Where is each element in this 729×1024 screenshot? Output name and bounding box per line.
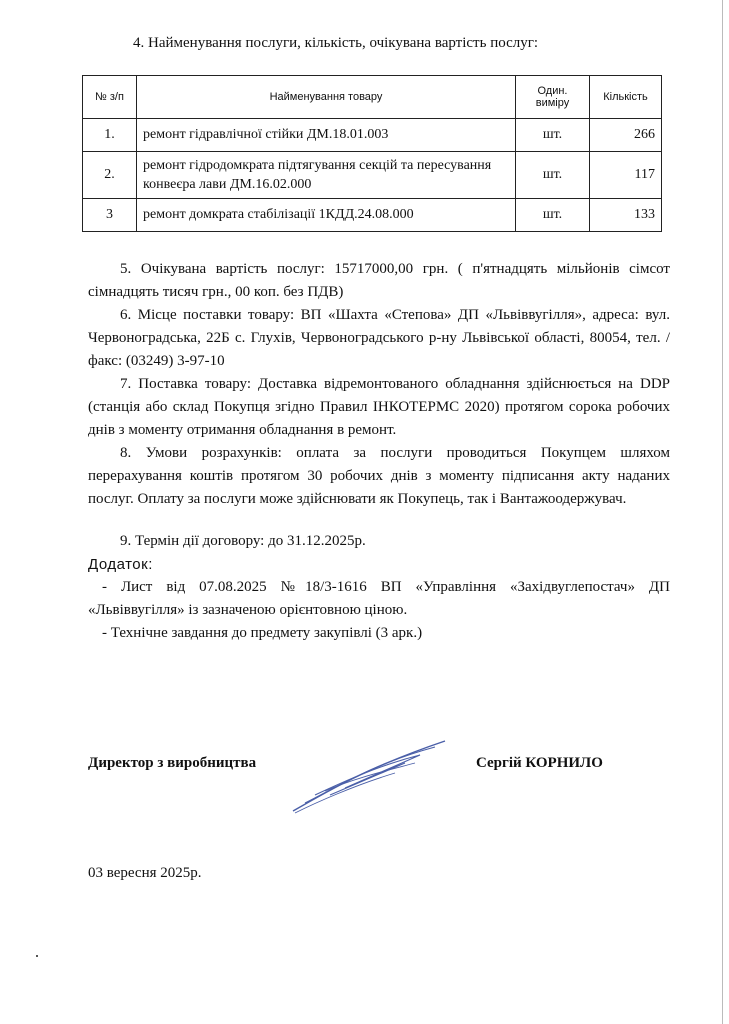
row-unit: шт. bbox=[516, 199, 590, 232]
section-7-delivery-terms bbox=[88, 373, 670, 442]
row-name: ремонт гідравлічної стійки ДМ.18.01.003 bbox=[137, 119, 516, 152]
row-number: 1. bbox=[83, 119, 137, 152]
section-7-text: 7. Поставка товару: Доставка відремонтованого обладнання здійснюється на DDP (станція або склад Покупця згідно Правил ІНКОТЕРМС 2020) протягом сорока робочих днів з моменту отримання обладнання в ремонт. bbox=[88, 376, 670, 438]
table-row bbox=[83, 199, 662, 232]
appendix-item-text: - Технічне завдання до предмету закупівлі (3 арк.) bbox=[102, 625, 423, 641]
row-number: 2. bbox=[83, 152, 137, 199]
scan-speck bbox=[36, 955, 38, 957]
row-name: ремонт гідродомкрата підтягування секцій та пересування конвеєра лави ДМ.16.02.000 bbox=[137, 152, 516, 199]
appendix-title: Додаток: bbox=[88, 556, 153, 573]
row-name: ремонт домкрата стабілізації 1КДД.24.08.000 bbox=[137, 199, 516, 232]
row-number: 3 bbox=[83, 199, 137, 232]
signatory-position: Директор з виробництва bbox=[88, 755, 257, 771]
row-quantity: 117 bbox=[590, 152, 662, 199]
row-unit: шт. bbox=[516, 152, 590, 199]
section-9-text: 9. Термін дії договору: до 31.12.2025р. bbox=[120, 533, 366, 549]
section-6-text: 6. Місце поставки товару: ВП «Шахта «Степова» ДП «Львіввугілля», адреса: вул. Червоноградська, 22Б с. Глухів, Червоноградського р-ну Львівської області, 80054, тел. /факс: (03249) 3-97-10 bbox=[88, 307, 670, 369]
section-8-text: 8. Умови розрахунків: оплата за послуги проводиться Покупцем шляхом перерахування коштів протягом 30 робочих днів з моменту підписання акту наданих послуг. Оплату за послуги може здійснювати як Покупець, так і Вантажоодержувач. bbox=[88, 445, 670, 507]
row-unit: шт. bbox=[516, 119, 590, 152]
section-5-text: 5. Очікувана вартість послуг: 15717000,00 грн. ( п'ятнадцять мільйонів сімсот сімнадцять тисяч грн., 00 коп. без ПДВ) bbox=[88, 261, 670, 300]
section-4-heading: 4. Найменування послуги, кількість, очікувана вартість послуг: bbox=[133, 35, 539, 51]
section-8-payment-terms bbox=[88, 442, 670, 511]
section-9-contract-term bbox=[88, 530, 670, 553]
row-quantity: 133 bbox=[590, 199, 662, 232]
header-number: № з/п bbox=[83, 76, 137, 119]
handwritten-signature bbox=[285, 733, 455, 818]
header-name: Найменування товару bbox=[137, 76, 516, 119]
table-header-row bbox=[83, 76, 662, 119]
section-5-expected-cost bbox=[88, 258, 670, 304]
scan-edge-line bbox=[722, 0, 723, 1024]
appendix-item bbox=[88, 622, 670, 645]
signatory-name: Сергій КОРНИЛО bbox=[476, 755, 603, 771]
header-unit: Один. виміру bbox=[516, 76, 590, 119]
table-row bbox=[83, 119, 662, 152]
header-quantity: Кількість bbox=[590, 76, 662, 119]
document-date: 03 вересня 2025р. bbox=[88, 865, 202, 881]
section-6-delivery-place bbox=[88, 304, 670, 373]
appendix-item-text: - Лист від 07.08.2025 №18/3-1616 ВП «Управління «Західвуглепостач» ДП «Львіввугілля» із зазначеною орієнтовною ціною. bbox=[88, 579, 670, 618]
row-quantity: 266 bbox=[590, 119, 662, 152]
table-row bbox=[83, 152, 662, 199]
services-table bbox=[82, 75, 662, 232]
appendix-item bbox=[88, 576, 670, 622]
